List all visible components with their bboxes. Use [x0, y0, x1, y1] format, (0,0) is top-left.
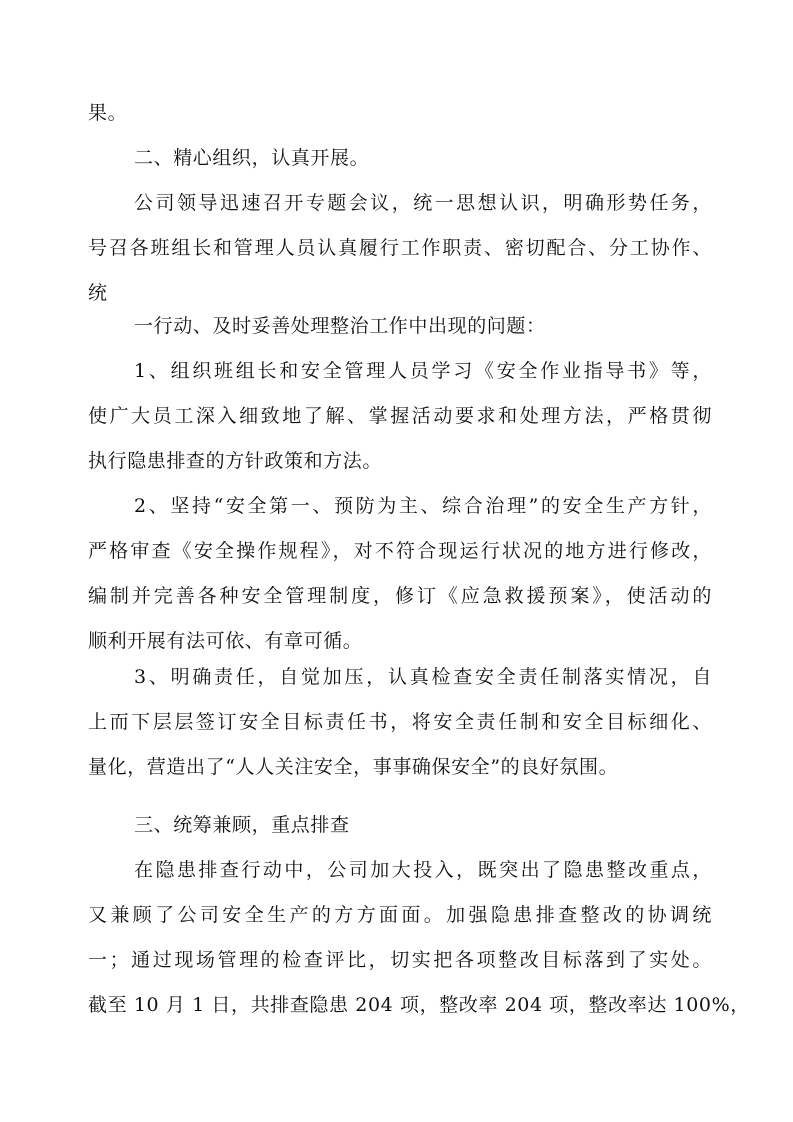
- paragraph-line: 号召各班组长和管理人员认真履行工作职责、密切配合、分工协作、: [88, 237, 712, 259]
- paragraph-line: 严格审查《安全操作规程》，对不符合现运行状况的地方进行修改，: [88, 540, 712, 562]
- paragraph-line: 使广大员工深入细致地了解、掌握活动要求和处理方法，严格贯彻: [88, 405, 712, 427]
- paragraph-line: 执行隐患排查的方针政策和方法。: [88, 450, 383, 472]
- list-item-3: 3、明确责任，自觉加压，认真检查安全责任制落实情况，自: [134, 666, 712, 688]
- paragraph-line: 公司领导迅速召开专题会议，统一思想认识，明确形势任务，: [134, 192, 712, 214]
- paragraph-line: 又兼顾了公司安全生产的方方面面。加强隐患排查整改的协调统: [88, 904, 712, 926]
- section-heading-3: 三、统筹兼顾，重点排查: [134, 814, 350, 836]
- paragraph-line: 截至 10 月 1 日，共排查隐患 204 项，整改率 204 项，整改率达 100%，: [88, 994, 750, 1016]
- paragraph-line: 在隐患排查行动中，公司加大投入，既突出了隐患整改重点，: [134, 859, 712, 881]
- paragraph-line: 一；通过现场管理的检查评比，切实把各项整改目标落到了实处。: [88, 949, 712, 971]
- section-heading-2: 二、精心组织，认真开展。: [134, 147, 370, 169]
- paragraph-line: 统: [88, 282, 108, 304]
- paragraph-line: 编制并完善各种安全管理制度，修订《应急救援预案》，使活动的: [88, 585, 712, 607]
- list-item-2: 2、坚持“安全第一、预防为主、综合治理”的安全生产方针，: [134, 495, 712, 517]
- paragraph-line: 上而下层层签订安全目标责任书，将安全责任制和安全目标细化、: [88, 711, 712, 733]
- paragraph-line: 量化，营造出了“人人关注安全，事事确保安全”的良好氛围。: [88, 756, 619, 778]
- list-item-1: 1、组织班组长和安全管理人员学习《安全作业指导书》等，: [134, 360, 712, 382]
- paragraph-line: 一行动、及时妥善处理整治工作中出现的问题：: [134, 315, 546, 337]
- text-line-continuation: 果。: [88, 102, 128, 124]
- paragraph-line: 顺利开展有法可依、有章可循。: [88, 630, 363, 652]
